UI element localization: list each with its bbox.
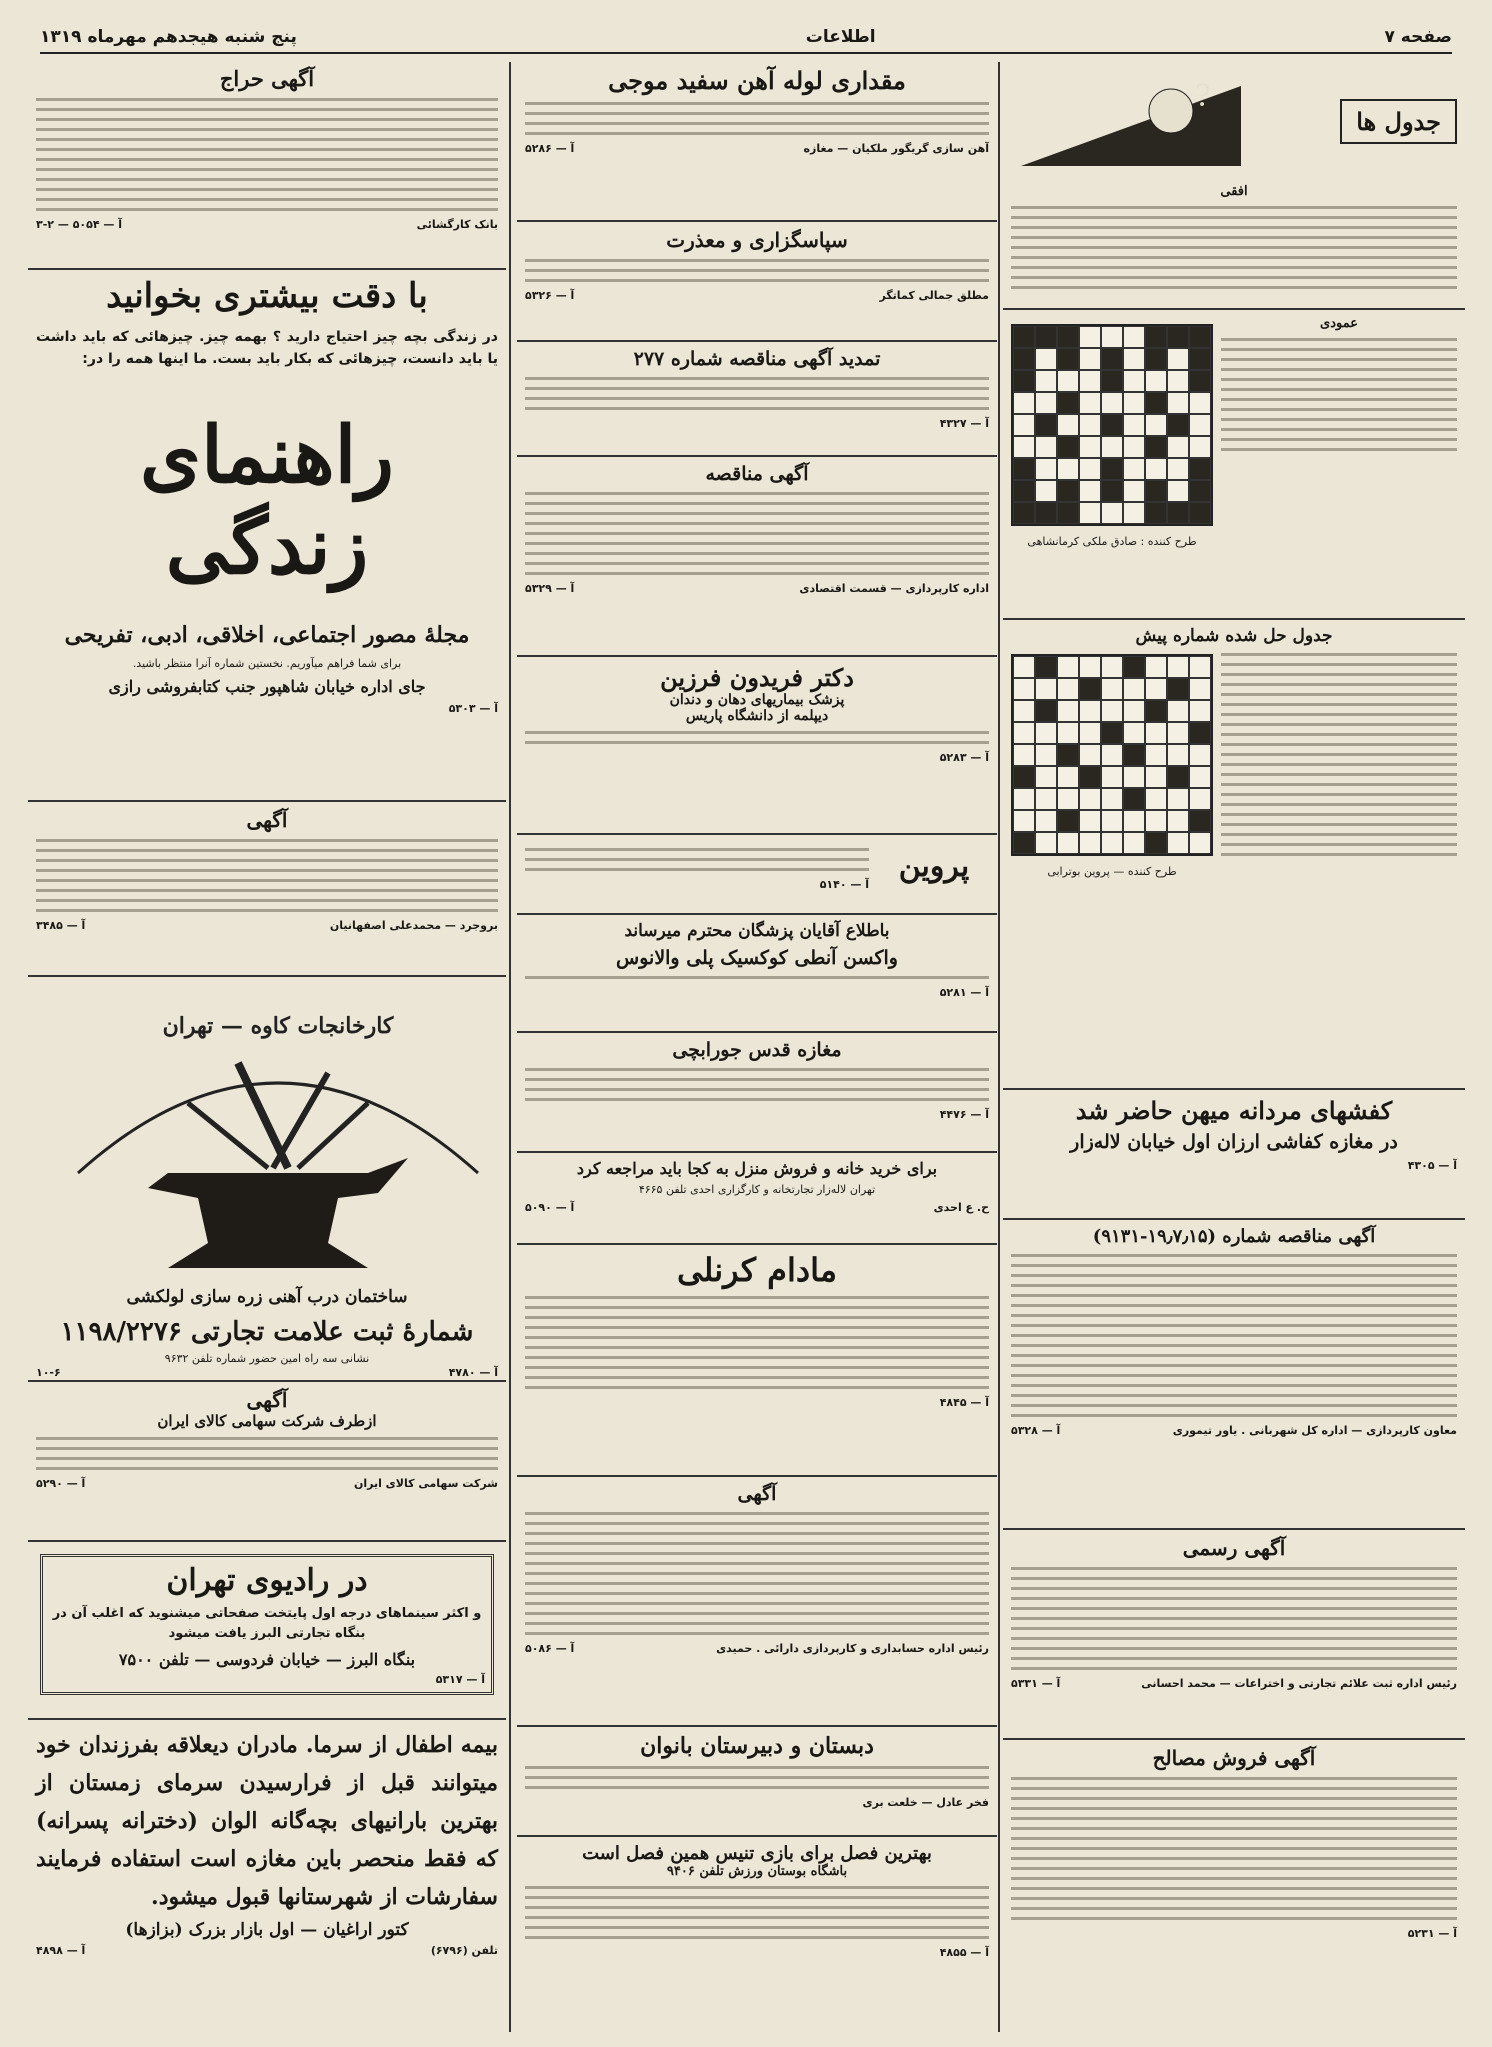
crossword-grid: [1011, 324, 1213, 526]
solved-grid: [1011, 654, 1213, 856]
thanks-sign: مطلق جمالی کماتگر: [879, 289, 989, 302]
tender-277-body: [525, 377, 989, 410]
tennis-code: آ — ۴۸۵۵: [939, 1946, 989, 1959]
shoes-subtitle: در مغازه کفاشی ارزان اول خیابان لاله‌زار: [1070, 1131, 1398, 1153]
guide-code: آ — ۵۳۰۳: [448, 702, 498, 715]
guide-note: برای شما فراهم میآوریم. نخستین شماره آنرا منتظر باشید.: [132, 657, 402, 670]
vaccine-body: [525, 976, 989, 979]
radio-ad: [28, 1542, 506, 1720]
auction-signature: بانک کارگشائی: [416, 218, 498, 231]
down-clues: [1221, 338, 1457, 451]
auction-ad: [28, 60, 506, 270]
broujerd-code: آ — ۳۴۸۵: [36, 919, 86, 932]
pipe-shop: آهن سازی گریگور ملکیان — مغازه: [803, 142, 989, 155]
tender-body: [1011, 1254, 1457, 1417]
shares-notice: [28, 1382, 506, 1542]
across-heading: افقی: [1220, 184, 1248, 199]
solved-puzzle: [1003, 620, 1465, 1090]
tender-title: آگهی مناقصه شماره (۱۹٫۷٫۱۵-۹۱۳۱): [1092, 1226, 1376, 1247]
radio-text: و اکثر سینماهای درجه اول پایتخت صفحاتی میشنوید که اغلب آن در بنگاه تجارتی البرز یافت میشود: [52, 1606, 482, 1641]
down-heading: عمودی: [1320, 316, 1358, 331]
broujerd-sign: بروجرد — محمدعلی اصفهانیان: [329, 919, 498, 932]
economic-tender-code: آ — ۵۳۲۹: [525, 582, 575, 595]
anvil-illustration: [38, 983, 498, 1283]
vaccine-intro: باطلاع آقایان پزشگان محترم میرساند: [624, 921, 890, 941]
raincoat-code: آ — ۴۸۹۸: [36, 1944, 86, 1957]
materials-code: آ — ۵۲۳۱: [1407, 1927, 1457, 1940]
life-guide-ad: [28, 270, 506, 802]
puzzle-header: [1003, 60, 1465, 310]
trademark-code: آ — ۴۷۸۰: [448, 1366, 498, 1379]
doctor-ad: [517, 657, 997, 835]
trademark-address: نشانی سه راه امین حضور شماره تلفن ۹۶۳۲: [164, 1352, 370, 1365]
svg-text:?: ?: [1194, 79, 1211, 114]
raincoat-phone: تلفن (۶۷۹۶): [430, 1944, 498, 1957]
broujerd-notice: [28, 802, 506, 977]
materials-title: آگهی فروش مصالح: [1152, 1746, 1316, 1770]
auction-body: [36, 98, 498, 211]
parvin-ad: [517, 835, 997, 915]
shoes-ad: [1003, 1090, 1465, 1220]
thanks-title: سپاسگزاری و معذرت: [666, 228, 848, 252]
column-rule: [509, 62, 511, 2032]
finance-notice: [517, 1477, 997, 1727]
official-code: آ — ۵۳۳۱: [1011, 1677, 1061, 1690]
finance-title: آگهی: [737, 1483, 777, 1505]
thanks-code: آ — ۵۳۲۶: [525, 289, 575, 302]
radio-title: در رادیوی تهران: [166, 1563, 368, 1598]
page-header: [40, 22, 1452, 54]
finance-code: آ — ۵۰۸۶: [525, 1642, 575, 1655]
care-title: با دقت بیشتری بخوانید: [106, 276, 428, 316]
pipe-body: [525, 102, 989, 135]
school-title: دبستان و دبیرستان بانوان: [640, 1733, 874, 1759]
pipe-title: مقداری لوله آهن سفید موجی: [608, 66, 906, 95]
doctor-code: آ — ۵۲۸۳: [939, 751, 989, 764]
across-clues: [1011, 206, 1457, 289]
shares-subtitle: ازطرف شرکت سهامی کالای ایران: [157, 1412, 377, 1430]
tennis-body: [525, 1886, 989, 1939]
parvin-code: آ — ۵۱۴۰: [819, 878, 869, 891]
guide-title: راهنمای زندگی: [140, 410, 394, 592]
school-ad: [517, 1727, 997, 1837]
tender-277: [517, 342, 997, 457]
materials-body: [1011, 1777, 1457, 1920]
tender-code: آ — ۵۳۲۸: [1011, 1424, 1061, 1437]
column-rule: [998, 62, 1000, 2032]
thanks-ad: [517, 222, 997, 342]
radio-address: بنگاه البرز — خیابان فردوسی — تلفن ۷۵۰۰: [118, 1650, 416, 1669]
vaccine-ad: [517, 915, 997, 1033]
auction-title: آگهی حراج: [219, 66, 315, 91]
broujerd-body: [36, 839, 498, 912]
auction-code: آ — ۵۰۵۴ — ۲-۳: [36, 218, 122, 231]
doctor-address: [525, 731, 989, 744]
kaveh-caption: ساختمان درب آهنی زره سازی لولکشی: [126, 1287, 408, 1307]
madam-code: آ — ۴۸۴۵: [939, 1396, 989, 1409]
police-tender: [1003, 1220, 1465, 1530]
guide-subtitle: مجلهٔ مصور اجتماعی، اخلاقی، ادبی، تفریحی: [64, 622, 470, 648]
shop-title: مغازه قدس جورابچی: [672, 1039, 842, 1061]
house-ad: [517, 1153, 997, 1245]
shop-ad: [517, 1033, 997, 1153]
shares-body: [36, 1437, 498, 1470]
tennis-title: بهترین فصل برای بازی تنیس همین فصل است: [582, 1843, 932, 1864]
doctor-diploma: دیپلمه از دانشگاه پاریس: [685, 708, 829, 724]
madam-title: مادام کرنلی: [676, 1251, 838, 1289]
broujerd-title: آگهی: [246, 808, 288, 832]
finance-sign: رئیس اداره حسابداری و کارپردازی دارائی . حمیدی: [716, 1642, 989, 1655]
materials-sale: [1003, 1740, 1465, 2010]
school-sign: فخر عادل — خلعت بری: [862, 1796, 989, 1809]
middle-column: [517, 60, 997, 1987]
shop-code: آ — ۴۴۷۶: [939, 1108, 989, 1121]
parvin-title: پروین: [898, 848, 970, 884]
raincoat-sign: کتور اراغیان — اول بازار بزرک (بزازها): [125, 1920, 409, 1940]
care-text: در زندگی بچه چیز احتیاج دارید ؟ بهمه چیز. چیزهائی که باید داشت یا باید دانست، چیزهائی که بکار باید بست. ما اینها همه را در:: [36, 329, 498, 367]
tender-277-code: آ — ۴۳۲۷: [939, 417, 989, 430]
kaveh-arc-text: کارخانجات کاوه — تهران: [162, 1013, 394, 1039]
doctor-specialty: پزشک بیماریهای دهان و دندان: [669, 692, 845, 708]
thanks-body: [525, 259, 989, 282]
official-body: [1011, 1567, 1457, 1670]
tender-sign: معاون کارپردازی — اداره کل شهربانی . یاور تیموری: [1172, 1424, 1457, 1437]
trademark-title: شمارهٔ ثبت علامت تجارتی ۱۱۹۸/۲۲۷۶: [60, 1317, 474, 1347]
parvin-body: [525, 848, 869, 871]
vaccine-code: آ — ۵۲۸۱: [939, 986, 989, 999]
economic-tender-sign: اداره کارپردازی — قسمت اقتصادی: [799, 582, 989, 595]
economic-tender: [517, 457, 997, 657]
puzzle-designer: طرح کننده : صادق ملکی کرمانشاهی: [1027, 535, 1197, 548]
right-column: [1003, 60, 1465, 2010]
issue-date: پنج شنبه هیجدهم مهرماه ۱۳۱۹: [40, 27, 297, 47]
solved-clues: [1221, 653, 1457, 856]
house-sign: ح. ع احدی: [933, 1201, 989, 1214]
newspaper-name: اطلاعات: [805, 27, 876, 47]
madam-ad: [517, 1245, 997, 1477]
school-body: [525, 1766, 989, 1789]
raincoat-ad: [28, 1720, 506, 2020]
economic-tender-title: آگهی مناقصه: [705, 463, 809, 485]
kaveh-factory-ad: [28, 977, 506, 1382]
economic-tender-body: [525, 492, 989, 575]
shop-body: [525, 1068, 989, 1101]
tender-277-title: تمدید آگهی مناقصه شماره ۲۷۷: [633, 348, 881, 370]
official-title: آگهی رسمی: [1182, 1536, 1286, 1560]
left-column: [28, 60, 506, 2020]
shares-code: آ — ۵۲۹۰: [36, 1477, 86, 1490]
puzzle-title: جدول ها: [1340, 99, 1457, 144]
pipe-ad: [517, 60, 997, 222]
shares-sign: شرکت سهامی کالای ایران: [353, 1477, 498, 1490]
tennis-ad: [517, 1837, 997, 1987]
madam-body: [525, 1296, 989, 1389]
page-number: صفحه ۷: [1384, 27, 1452, 47]
house-address: تهران لاله‌زار تجارتخانه و کارگزاری احدی تلفن ۴۶۶۵: [638, 1183, 876, 1196]
shoes-code: آ — ۴۳۰۵: [1407, 1159, 1457, 1172]
puzzle-block: [1003, 310, 1465, 620]
pipe-code: آ — ۵۲۸۶: [525, 142, 575, 155]
radio-code: آ — ۵۳۱۷: [435, 1673, 485, 1686]
tennis-subtitle: باشگاه بوستان ورزش تلفن ۹۴۰۶: [666, 1864, 848, 1879]
official-sign: رئیس اداره ثبت علائم تجارتی و اختراعات — محمد احسانی: [1141, 1677, 1457, 1690]
house-title: برای خرید خانه و فروش منزل به کجا باید مراجعه کرد: [576, 1159, 938, 1178]
official-notice: [1003, 1530, 1465, 1740]
vaccine-title: واکسن آنطی کوکسیک پلی والانوس: [616, 947, 898, 969]
doctor-title: دکتر فریدون فرزین: [660, 663, 854, 692]
guide-address: جای اداره خیابان شاهپور جنب کتابفروشی رازی: [108, 677, 426, 696]
shoes-title: کفشهای مردانه میهن حاضر شد: [1075, 1096, 1393, 1125]
finance-body: [525, 1512, 989, 1635]
trademark-number: ۱۰-۶: [36, 1366, 61, 1379]
raincoat-text: بیمه اطفال از سرما. مادران دیعلاقه بفرزندان خود میتوانند قبل از فرارسیدن سرمای زمستان از بهترین بارانیهای بچه‌گانه الوان (دخترانه پسرانه) که فقط منحصر باین مغازه است استفاده فرمایند سفارشات از شهرستانها قبول میشود.: [36, 1732, 498, 1910]
house-code: آ — ۵۰۹۰: [525, 1201, 575, 1214]
solved-designer: طرح کننده — پروین بوترابی: [1047, 865, 1177, 878]
shares-title: آگهی: [246, 1388, 288, 1412]
puzzle-illustration: [1011, 66, 1251, 176]
solved-title: جدول حل شده شماره پیش: [1135, 626, 1333, 646]
